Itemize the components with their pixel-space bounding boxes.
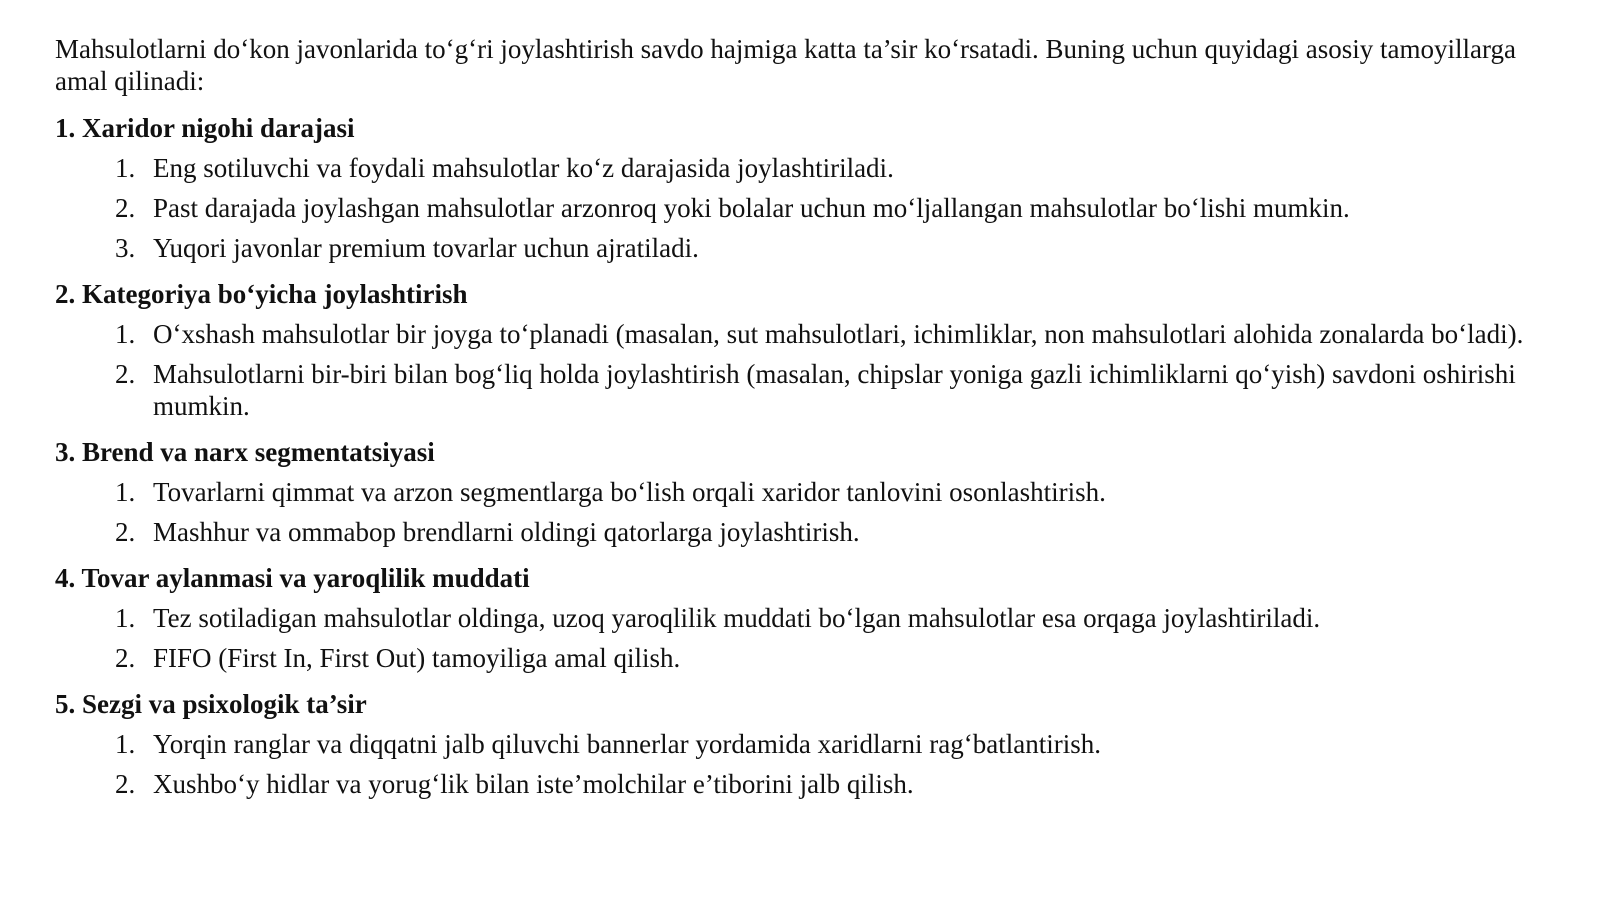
list-item: [55, 358, 1555, 422]
item-number: 1.: [115, 603, 136, 633]
item-number: 2.: [115, 769, 136, 799]
item-text: Xushbo‘y hidlar va yorug‘lik bilan iste’molchilar e’tiborini jalb qilish.: [153, 769, 914, 799]
list-item: [55, 516, 1555, 548]
section-2: [55, 278, 1555, 422]
list-item: [55, 602, 1555, 634]
item-text: O‘xshash mahsulotlar bir joyga to‘planadi (masalan, sut mahsulotlari, ichimliklar, non mahsulotlari alohida zonalarda bo‘ladi).: [153, 319, 1524, 349]
section-4: [55, 562, 1555, 674]
intro-paragraph: Mahsulotlarni do‘kon javonlarida to‘g‘ri joylashtirish savdo hajmiga katta ta’sir ko‘rsatadi. Buning uchun quyidagi asosiy tamoyillarga amal qilinadi:: [55, 34, 1516, 96]
section-3: [55, 436, 1555, 548]
item-number: 2.: [115, 643, 136, 673]
list-item: [55, 232, 1555, 264]
list-item: [55, 318, 1555, 350]
section-5: [55, 688, 1555, 800]
item-text: Past darajada joylashgan mahsulotlar arzonroq yoki bolalar uchun mo‘ljallangan mahsulotlar bo‘lishi mumkin.: [153, 193, 1350, 223]
list-item: [55, 768, 1555, 800]
item-number: 3.: [115, 233, 136, 263]
list-item: [55, 476, 1555, 508]
item-list: [55, 152, 1555, 264]
section-title: 1. Xaridor nigohi darajasi: [55, 113, 355, 143]
item-text: Eng sotiluvchi va foydali mahsulotlar ko‘z darajasida joylashtiriladi.: [153, 153, 894, 183]
item-text: FIFO (First In, First Out) tamoyiliga amal qilish.: [153, 643, 681, 673]
item-list: [55, 602, 1555, 674]
list-item: [55, 728, 1555, 760]
section-1: [55, 112, 1555, 264]
list-item: [55, 642, 1555, 674]
section-title: 4. Tovar aylanmasi va yaroqlilik muddati: [55, 563, 530, 593]
item-number: 2.: [115, 517, 136, 547]
section-title: 2. Kategoriya bo‘yicha joylashtirish: [55, 279, 468, 309]
item-text: Mashhur va ommabop brendlarni oldingi qatorlarga joylashtirish.: [153, 517, 860, 547]
item-text: Mahsulotlarni bir-biri bilan bog‘liq holda joylashtirish (masalan, chipslar yoniga gazli ichimliklarni qo‘yish) savdoni oshirishi mumkin.: [153, 359, 1516, 421]
section-title: 5. Sezgi va psixologik ta’sir: [55, 689, 367, 719]
item-text: Tez sotiladigan mahsulotlar oldinga, uzoq yaroqlilik muddati bo‘lgan mahsulotlar esa orqaga joylashtiriladi.: [153, 603, 1321, 633]
item-text: Yuqori javonlar premium tovarlar uchun ajratiladi.: [153, 233, 699, 263]
document-body: [55, 33, 1555, 814]
item-list: [55, 318, 1555, 422]
item-number: 1.: [115, 729, 136, 759]
item-text: Tovarlarni qimmat va arzon segmentlarga bo‘lish orqali xaridor tanlovini osonlashtirish.: [153, 477, 1106, 507]
item-list: [55, 728, 1555, 800]
section-title: 3. Brend va narx segmentatsiyasi: [55, 437, 435, 467]
list-item: [55, 192, 1555, 224]
list-item: [55, 152, 1555, 184]
item-text: Yorqin ranglar va diqqatni jalb qiluvchi bannerlar yordamida xaridlarni rag‘batlantirish.: [153, 729, 1101, 759]
item-number: 2.: [115, 193, 136, 223]
item-number: 1.: [115, 477, 136, 507]
item-number: 1.: [115, 153, 136, 183]
item-number: 1.: [115, 319, 136, 349]
item-number: 2.: [115, 359, 136, 389]
item-list: [55, 476, 1555, 548]
